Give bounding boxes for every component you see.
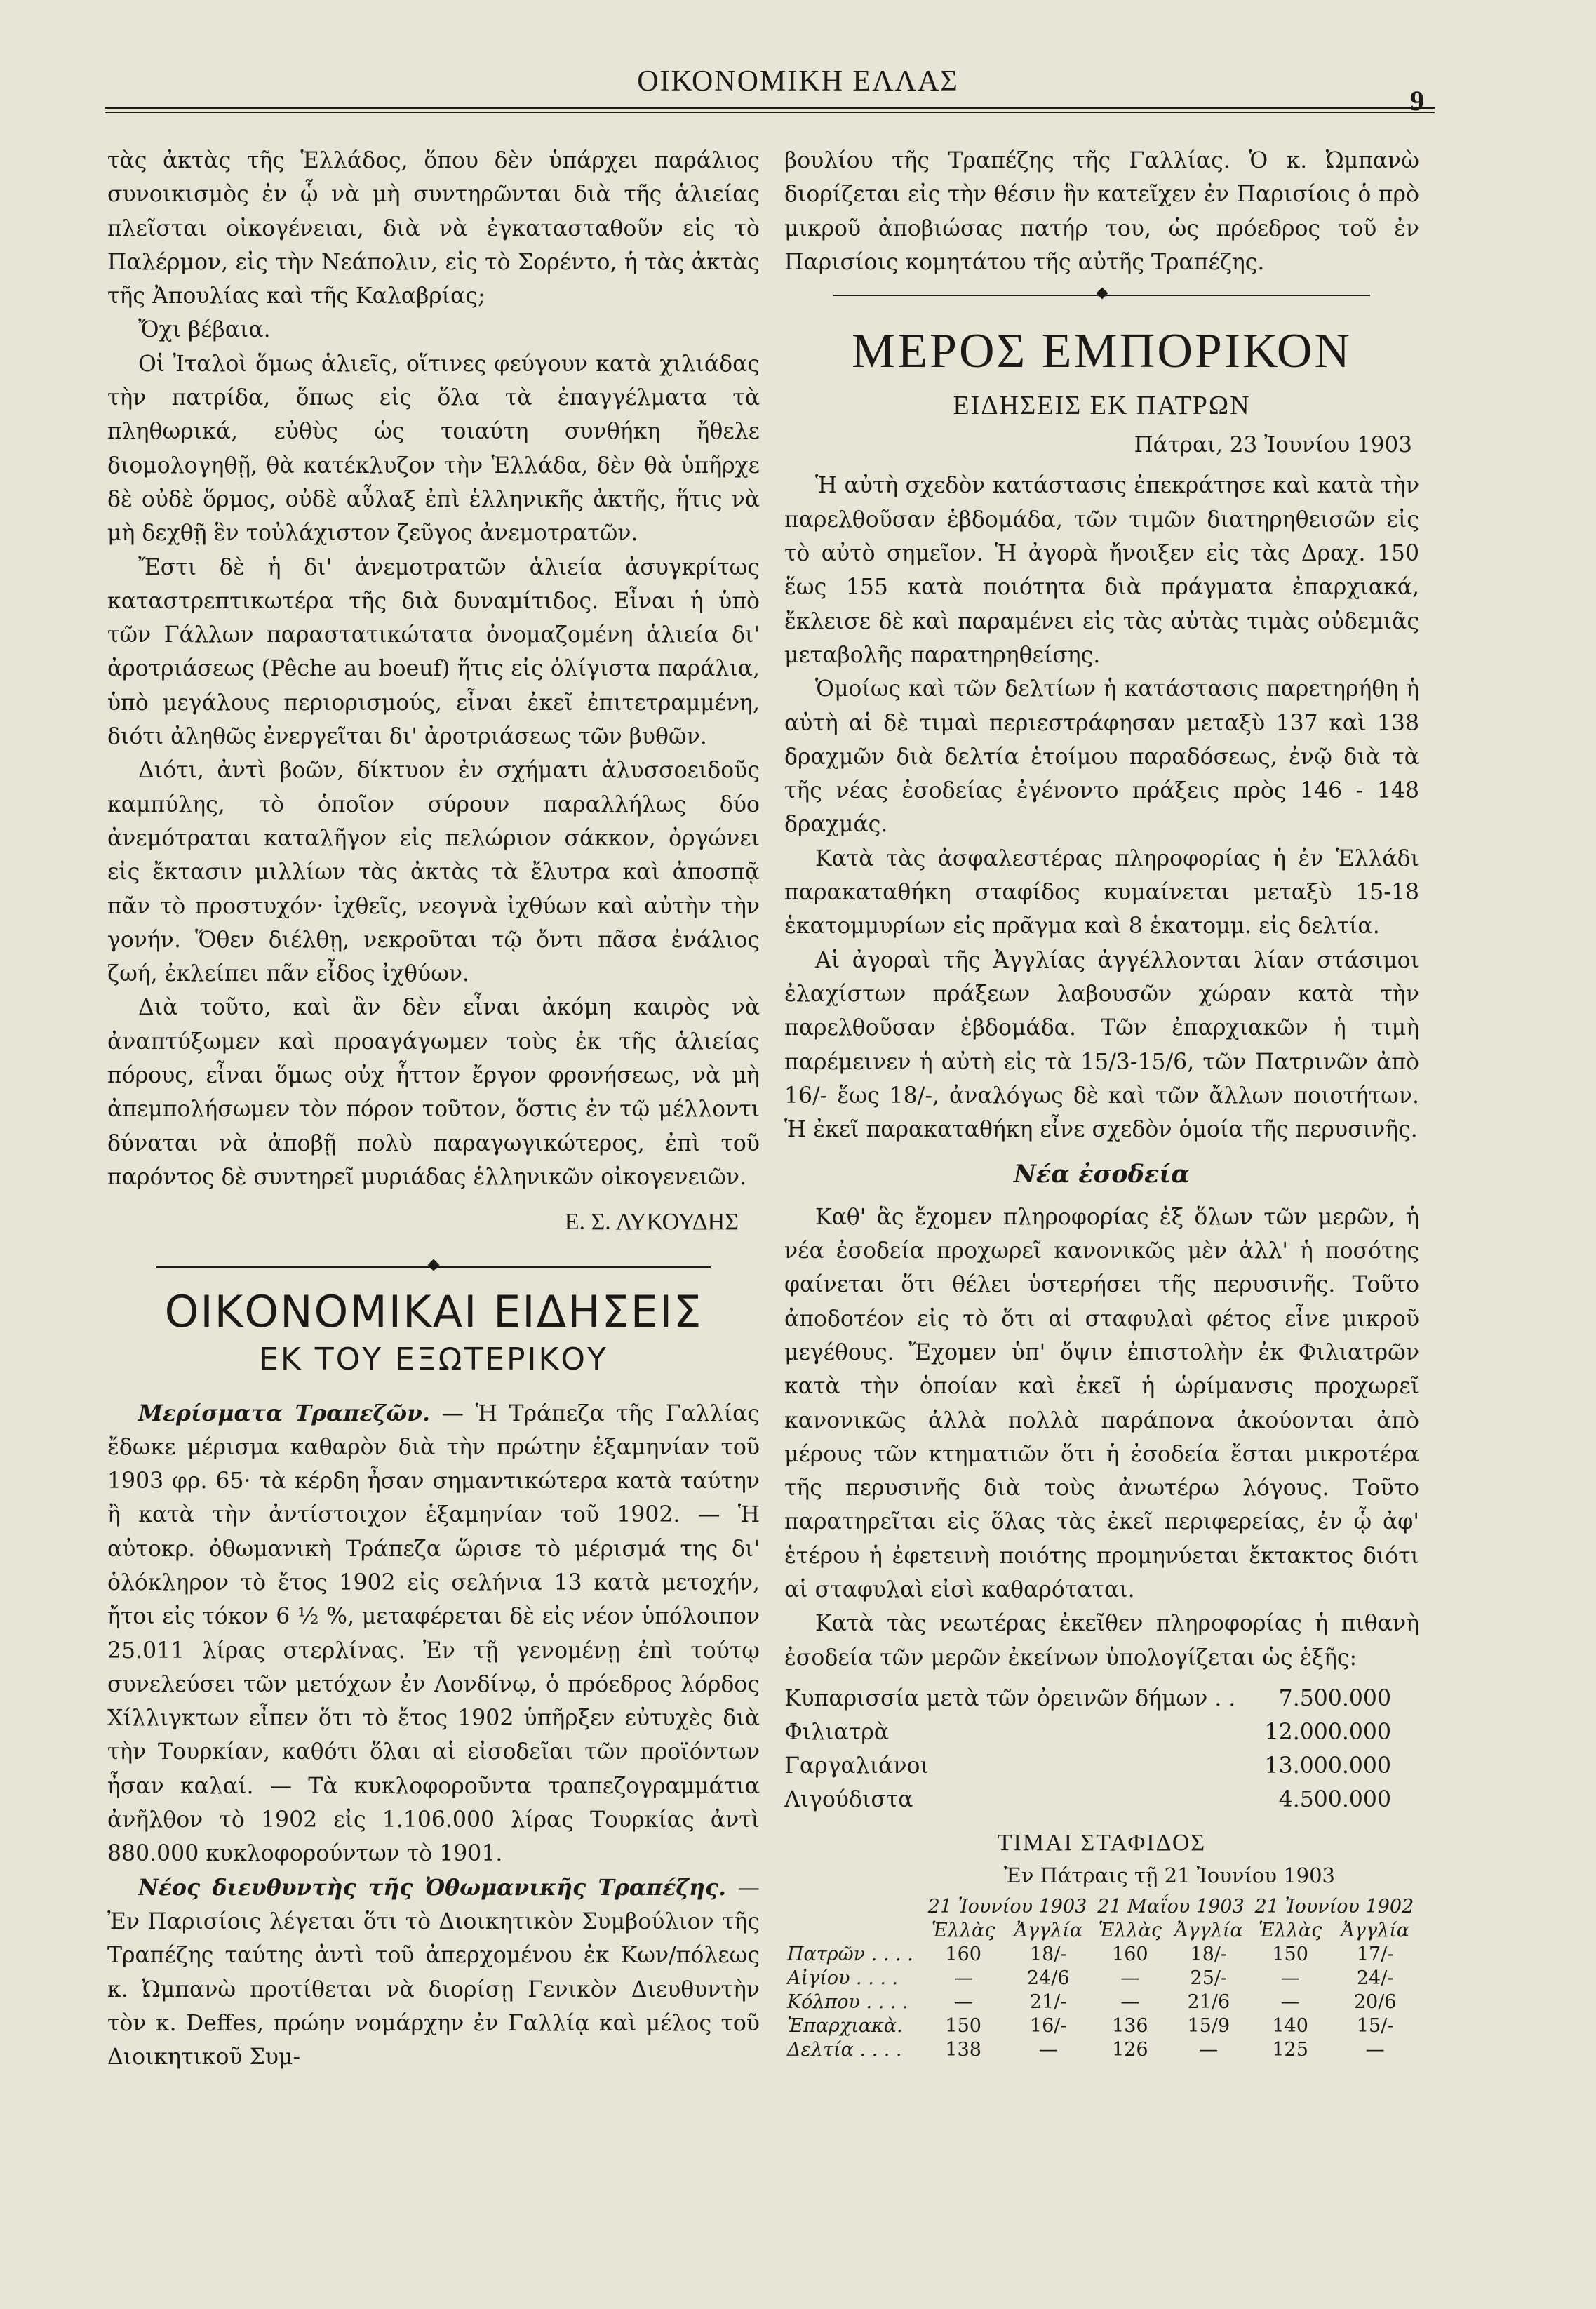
column-header: Ἑλλὰς bbox=[1098, 1920, 1162, 1942]
prices-date: Ἐν Πάτραις τῇ 21 Ἰουνίου 1903 bbox=[1003, 1863, 1335, 1888]
section-divider bbox=[107, 1257, 760, 1278]
prices-title: ΤΙΜΑΙ ΣΤΑΦΙΔΟΣ bbox=[997, 1829, 1207, 1856]
table-row bbox=[784, 1749, 1419, 1783]
table-cell: 15/- bbox=[1356, 2015, 1394, 2037]
table-cell: 125 bbox=[1272, 2039, 1308, 2061]
right-column bbox=[784, 144, 1419, 2062]
table-cell: 20/6 bbox=[1353, 1991, 1397, 2014]
column-header: Ἀγγλία bbox=[1014, 1920, 1083, 1942]
table-row bbox=[784, 1783, 1419, 1816]
table-cell: — bbox=[1038, 2039, 1058, 2061]
table-cell: — bbox=[1365, 2039, 1385, 2061]
table-cell: — bbox=[1280, 1991, 1300, 2014]
dateline: Πάτραι, 23 Ἰουνίου 1903 bbox=[1134, 432, 1412, 458]
table-cell: — bbox=[953, 1967, 973, 1990]
paragraph: Κατὰ τὰς ἀσφαλεστέρας πληροφορίας ἡ ἐν Ἑλλάδι παρακαταθήκη σταφίδος κυμαίνεται μεταξὺ 15-18 ἑκατομμυρίων εἰς πρᾶγμα καὶ 8 ἑκατομμ. εἰς δελτία. bbox=[784, 845, 1419, 939]
header-rule-thin bbox=[105, 112, 1435, 113]
section-subtitle: ΕΚ ΤΟΥ ΕΞΩΤΕΡΙΚΟΥ bbox=[259, 1341, 608, 1377]
place-cell: Φιλιατρὰ bbox=[784, 1719, 889, 1745]
value-cell: 7.500.000 bbox=[1278, 1685, 1391, 1711]
table-cell: 126 bbox=[1112, 2039, 1148, 2061]
table-cell: 24/- bbox=[1356, 1967, 1394, 1990]
paragraph: Κατὰ τὰς νεωτέρας ἐκεῖθεν πληροφορίας ἡ πιθανὴ ἐσοδεία τῶν μερῶν ἐκείνων ὑπολογίζεται ὡς ἑξῆς: bbox=[784, 1611, 1419, 1671]
news-item bbox=[107, 1871, 760, 2075]
paragraph: Διὰ τοῦτο, καὶ ἂν δὲν εἶναι ἀκόμη καιρὸς νὰ ἀναπτύξωμεν καὶ προαγάγωμεν τοὺς ἐκ τῆς ἁλιείας πόρους, εἶναι ὅμως οὐχ ἧττον ἔργον φρονήσεως, νὰ μὴ ἀπεμπολήσωμεν τὸν πόρον τοῦτον, ὅστις ἐν τῷ μέλλοντι δύναται νὰ ἀποβῇ πολὺ παραγωγικώτερος, ἐπὶ τοῦ παρόντος δὲ συντηρεῖ μυριάδας ἑλληνικῶν οἰκογενειῶν. bbox=[107, 995, 760, 1190]
table-cell: 18/- bbox=[1190, 1943, 1228, 1966]
paragraph: Καθ' ἃς ἔχομεν πληροφορίας ἐξ ὅλων τῶν μερῶν, ἡ νέα ἐσοδεία προχωρεῖ κανονικῶς μὲν ἀλλ' ἡ ποσότης φαίνεται ὅτι θέλει ὑστερήσει τῆς περυσινῆς. Τοῦτο ἀποδοτέον εἰς τὸ ὅτι αἱ σταφυλαὶ φέτος εἶνε μικροῦ μεγέθους. Ἔχομεν ὑπ' ὄψιν ἐπιστολὴν ἐκ Φιλιατρῶν κατὰ τὴν ὁποίαν καὶ ἐκεῖ ἡ ὡρίμανσις προχωρεῖ κανονικῶς ἀλλὰ πολλὰ παράπονα ἀκούονται ἀπὸ μέρους τῶν κτηματιῶν ὅτι ἡ ἐσοδεία ἔσται μικροτέρα τῆς περυσινῆς διὰ τοὺς ἀνωτέρω λόγους. Τοῦτο παρατηρεῖται εἰς ὅλας τὰς ἐκεῖ περιφερείας, ἐν ᾧ ἀφ' ἑτέρου ἡ ἐφετεινὴ ποιότης προμηνύεται ἔκτακτος διότι αἱ σταφυλαὶ εἰσὶ καθαρόταται. bbox=[784, 1204, 1419, 1602]
table-row bbox=[784, 1990, 1419, 2014]
table-row bbox=[784, 2014, 1419, 2038]
table-cell: 15/9 bbox=[1187, 2015, 1230, 2037]
row-label: Κόλπου . . . . bbox=[787, 1991, 908, 2014]
news-lead: Μερίσματα Τραπεζῶν. bbox=[138, 1400, 430, 1426]
value-cell: 12.000.000 bbox=[1264, 1719, 1391, 1745]
table-cell: 136 bbox=[1112, 2015, 1148, 2037]
news-text: — Ἐν Παρισίοις λέγεται ὅτι τὸ Διοικητικὸν Συμβούλιον τῆς Τραπέζης ταύτης ἀντὶ τοῦ ἀπερχομένου ἐκ Κων/πόλεως κ. Ὠμπανὼ προτίθεται νὰ διορίσῃ Γενικὸν Διευθυντὴν τὸν κ. Deffes, πρώην νομάρχην ἐν Γαλλίᾳ καὶ μέλος τοῦ Διοικητικοῦ Συμ- bbox=[107, 1875, 760, 2070]
column-date: 21 Ἰουνίου 1903 bbox=[927, 1896, 1087, 1918]
row-label: Πατρῶν . . . . bbox=[787, 1943, 913, 1966]
table-cell: — bbox=[953, 1991, 973, 2014]
table-row bbox=[784, 1943, 1419, 1967]
table-row bbox=[784, 2038, 1419, 2062]
paragraph: Ὄχι βέβαια. bbox=[138, 317, 271, 343]
table-cell: 16/- bbox=[1029, 2015, 1067, 2037]
page-number: 9 bbox=[1410, 85, 1424, 116]
row-label: Ἐπαρχιακὰ. bbox=[787, 2015, 903, 2037]
table-row bbox=[784, 1682, 1419, 1715]
table-cell: 160 bbox=[1112, 1943, 1148, 1966]
column-header: Ἀγγλία bbox=[1341, 1920, 1410, 1942]
table-cell: — bbox=[1280, 1967, 1300, 1990]
news-text: — Ἡ Τράπεζα τῆς Γαλλίας ἔδωκε μέρισμα καθαρὸν διὰ τὴν πρώτην ἑξαμηνίαν τοῦ 1903 φρ. 65· τὰ κέρδη ἦσαν σημαντικώτερα κατὰ ταύτην ἢ κατὰ τὴν ἀντίστοιχον ἑξαμηνίαν τοῦ 1902. — Ἡ αὐτοκρ. ὀθωμανικὴ Τράπεζα ὥρισε τὸ μέρισμά της δι' ὁλόκληρον τὸ ἔτος 1902 εἰς σελήνια 13 κατὰ μετοχήν, ἤτοι εἰς τόκον 6 ½ %, μεταφέρεται δὲ εἰς νέον ὑπόλοιπον 25.011 λίρας στερλίνας. Ἐν τῇ γενομένῃ ἐπὶ τούτῳ συνελεύσει τῶν μετόχων ἐν Λονδίνῳ, ὁ πρόεδρος λόρδος Χίλλιγκτων εἶπεν ὅτι τὸ ἔτος 1902 ὑπῆρξεν εὐτυχὲς διὰ τὴν Τουρκίαν, καθότι ὅλαι αἱ εἰσοδεῖαι τῶν προϊόντων ἦσαν καλαί. — Τὰ κυκλοφοροῦντα τραπεζογραμμάτια ἀνῆλθον τὸ 1902 εἰς 1.106.000 λίρας Τουρκίας ἀντὶ 880.000 κυκλοφορούντων τὸ 1901. bbox=[107, 1400, 760, 1867]
place-cell: Κυπαρισσία μετὰ τῶν ὀρεινῶν δήμων . . bbox=[784, 1685, 1236, 1711]
column-date: 21 Ἰουνίου 1902 bbox=[1254, 1896, 1414, 1918]
table-cell: 160 bbox=[945, 1943, 981, 1966]
news-item bbox=[107, 1397, 760, 1871]
row-label: Αἰγίου . . . . bbox=[787, 1967, 899, 1990]
raisin-prices-table bbox=[784, 1895, 1419, 2062]
table-cell: 17/- bbox=[1356, 1943, 1394, 1966]
paragraph: Οἱ Ἰταλοὶ ὅμως ἁλιεῖς, οἵτινες φεύγουν κατὰ χιλιάδας τὴν πατρίδα, ὅπως εἰς ὅλα τὰ ἐπαγγέλματα τὰ πληθωρικά, εὐθὺς ὡς τοιαύτη συνθήκη ἤθελε διομολογηθῇ, θὰ κατέκλυζον τὴν Ἑλλάδα, δὲν θὰ ὑπῆρχε δὲ οὐδὲ ὅρμος, οὐδὲ αὖλαξ ἐπὶ ἑλληνικῆς ἀκτῆς, ἥτις νὰ μὴ δεχθῇ ἓν τοὐλάχιστον ζεῦγος ἀνεμοτρατῶν. bbox=[107, 351, 760, 547]
paragraph: Ἔστι δὲ ἡ δι' ἀνεμοτρατῶν ἁλιεία ἀσυγκρίτως καταστρεπτικωτέρα τῆς διὰ δυναμίτιδος. Εἶναι ἡ ὑπὸ τῶν Γάλλων παραστατικώτατα ὀνομαζομένη ἁλιεία δι' ἀροτριάσεως (Pêche au boeuf) ἥτις εἰς ὀλίγιστα παράλια, ὑπὸ μεγάλους περιορισμούς, εἶναι ἐκεῖ ἐπιτετραμμένη, διότι ἀληθῶς ἐνεργεῖται δι' ἀροτριάσεως τῶν βυθῶν. bbox=[107, 554, 760, 750]
table-cell: 138 bbox=[945, 2039, 981, 2061]
paragraph: βουλίου τῆς Τραπέζης τῆς Γαλλίας. Ὁ κ. Ὠμπανὼ διορίζεται εἰς τὴν θέσιν ἣν κατεῖχεν ἐν Παρισίοις ὁ πρὸ μικροῦ ἀποβιώσας πατήρ του, ὡς πρόεδρος τοῦ ἐν Παρισίοις κομητάτου τῆς αὐτῆς Τραπέζης. bbox=[784, 148, 1419, 275]
section-title: ΟΙΚΟΝΟΜΙΚΑΙ ΕΙΔΗΣΕΙΣ bbox=[164, 1285, 703, 1337]
table-row bbox=[784, 1967, 1419, 1990]
running-head: ΟΙΚΟΝΟΜΙΚΗ ΕΛΛΑΣ bbox=[637, 65, 959, 98]
value-cell: 4.500.000 bbox=[1278, 1786, 1391, 1812]
table-cell: — bbox=[1199, 2039, 1219, 2061]
table-cell: 150 bbox=[1272, 1943, 1308, 1966]
subheading: Νέα ἐσοδεία bbox=[1013, 1160, 1191, 1189]
table-cell: 21/6 bbox=[1187, 1991, 1230, 2014]
section-title: ΜΕΡΟΣ ΕΜΠΟΡΙΚΟΝ bbox=[852, 324, 1352, 379]
table-cell: 21/- bbox=[1029, 1991, 1067, 2014]
value-cell: 13.000.000 bbox=[1264, 1753, 1391, 1779]
table-cell: 150 bbox=[945, 2015, 981, 2037]
place-cell: Γαργαλιάνοι bbox=[784, 1753, 929, 1779]
harvest-estimates-table bbox=[784, 1682, 1419, 1816]
section-subtitle: ΕΙΔΗΣΕΙΣ ΕΚ ΠΑΤΡΩΝ bbox=[953, 391, 1251, 421]
place-cell: Λιγούδιστα bbox=[784, 1786, 913, 1812]
table-row bbox=[784, 1715, 1419, 1749]
paragraph: Ὁμοίως καὶ τῶν δελτίων ἡ κατάστασις παρετηρήθη ἡ αὐτὴ αἱ δὲ τιμαὶ περιεστράφησαν μεταξὺ 137 καὶ 138 δραχμῶν διὰ δελτία ἑτοίμου παραδόσεως, ἐνῷ διὰ τὰ τῆς νέας ἐσοδείας ἐγένοντο πράξεις πρὸς 146 - 148 δραχμάς. bbox=[784, 676, 1419, 838]
table-cell: 140 bbox=[1272, 2015, 1308, 2037]
table-cell: — bbox=[1120, 1991, 1140, 2014]
table-header-row bbox=[784, 1895, 1419, 1919]
paragraph: Διότι, ἀντὶ βοῶν, δίκτυον ἐν σχήματι ἀλυσσοειδοῦς καμπύλης, τὸ ὁποῖον σύρουν παραλλήλως δύο ἀνεμότραται καταλῆγον εἰς πελώριον σάκκον, ὀργώνει εἰς ἔκτασιν μιλλίων τὰς ἀκτὰς τὰ ἔλυτρα καὶ ἀποσπᾷ πᾶν τὸ προστυχόν· ἰχθεῖς, νεογνὰ ἰχθύων καὶ αὐτὴν τὴν γονήν. Ὅθεν διέλθῃ, νεκροῦται τῷ ὄντι πᾶσα ἐνάλιος ζωή, ἐκλείπει πᾶν εἶδος ἰχθύων. bbox=[107, 758, 760, 987]
table-cell: 18/- bbox=[1029, 1943, 1067, 1966]
column-header: Ἀγγλία bbox=[1174, 1920, 1243, 1942]
news-lead: Νέος διευθυντὴς τῆς Ὀθωμανικῆς Τραπέζης. bbox=[138, 1874, 727, 1901]
column-date: 21 Μαΐου 1903 bbox=[1097, 1896, 1245, 1918]
column-header: Ἑλλὰς bbox=[932, 1920, 995, 1942]
table-cell: 24/6 bbox=[1026, 1967, 1070, 1990]
paragraph: Ἡ αὐτὴ σχεδὸν κατάστασις ἐπεκράτησε καὶ κατὰ τὴν παρελθοῦσαν ἑβδομάδα, τῶν τιμῶν διατηρηθεισῶν εἰς τὸ αὐτὸ σημεῖον. Ἡ ἀγορὰ ἤνοιξεν εἰς τὰς Δραχ. 150 ἕως 155 κατὰ ποιότητα διὰ πράγματα ἐπαρχιακά, ἔκλεισε δὲ καὶ παραμένει εἰς τὰς αὐτὰς τιμὰς οὐδεμιᾶς μεταβολῆς παρατηρηθείσης. bbox=[784, 473, 1419, 668]
author-signature: Ε. Σ. ΛΥΚΟΥΔΗΣ bbox=[564, 1209, 739, 1236]
section-divider bbox=[784, 285, 1419, 306]
table-cell: — bbox=[1120, 1967, 1140, 1990]
header-rule bbox=[105, 107, 1435, 109]
table-cell: 25/- bbox=[1190, 1967, 1228, 1990]
column-header: Ἑλλὰς bbox=[1258, 1920, 1322, 1942]
row-label: Δελτία . . . . bbox=[787, 2039, 902, 2061]
table-header-row bbox=[784, 1919, 1419, 1943]
paragraph: Αἱ ἀγοραὶ τῆς Ἀγγλίας ἀγγέλλονται λίαν στάσιμοι ἐλαχίστων πράξεων λαβουσῶν χώραν κατὰ τὴν παρελθοῦσαν ἑβδομάδα. Τῶν ἐπαρχιακῶν ἡ τιμὴ παρέμεινεν ἡ αὐτὴ εἰς τὰ 15/3-15/6, τῶν Πατρινῶν ἀπὸ 16/- ἕως 18/-, ἀναλόγως δὲ καὶ τῶν ἄλλων ποιοτήτων. Ἡ ἐκεῖ παρακαταθήκη εἶνε σχεδὸν ὁμοία τῆς περυσινῆς. bbox=[784, 947, 1419, 1143]
left-column bbox=[107, 144, 760, 2074]
paragraph: τὰς ἀκτὰς τῆς Ἑλλάδος, ὅπου δὲν ὑπάρχει παράλιος συνοικισμὸς ἐν ᾧ νὰ μὴ συντηρῶνται διὰ τῆς ἁλιείας πλεῖσται οἰκογένειαι, διὰ νὰ ἐγκατασταθοῦν εἰς τὸ Παλέρμον, εἰς τὴν Νεάπολιν, εἰς τὸ Σορέντο, ἡ τὰς ἀκτὰς τῆς Ἀπουλίας καὶ τῆς Καλαβρίας; bbox=[107, 148, 760, 309]
